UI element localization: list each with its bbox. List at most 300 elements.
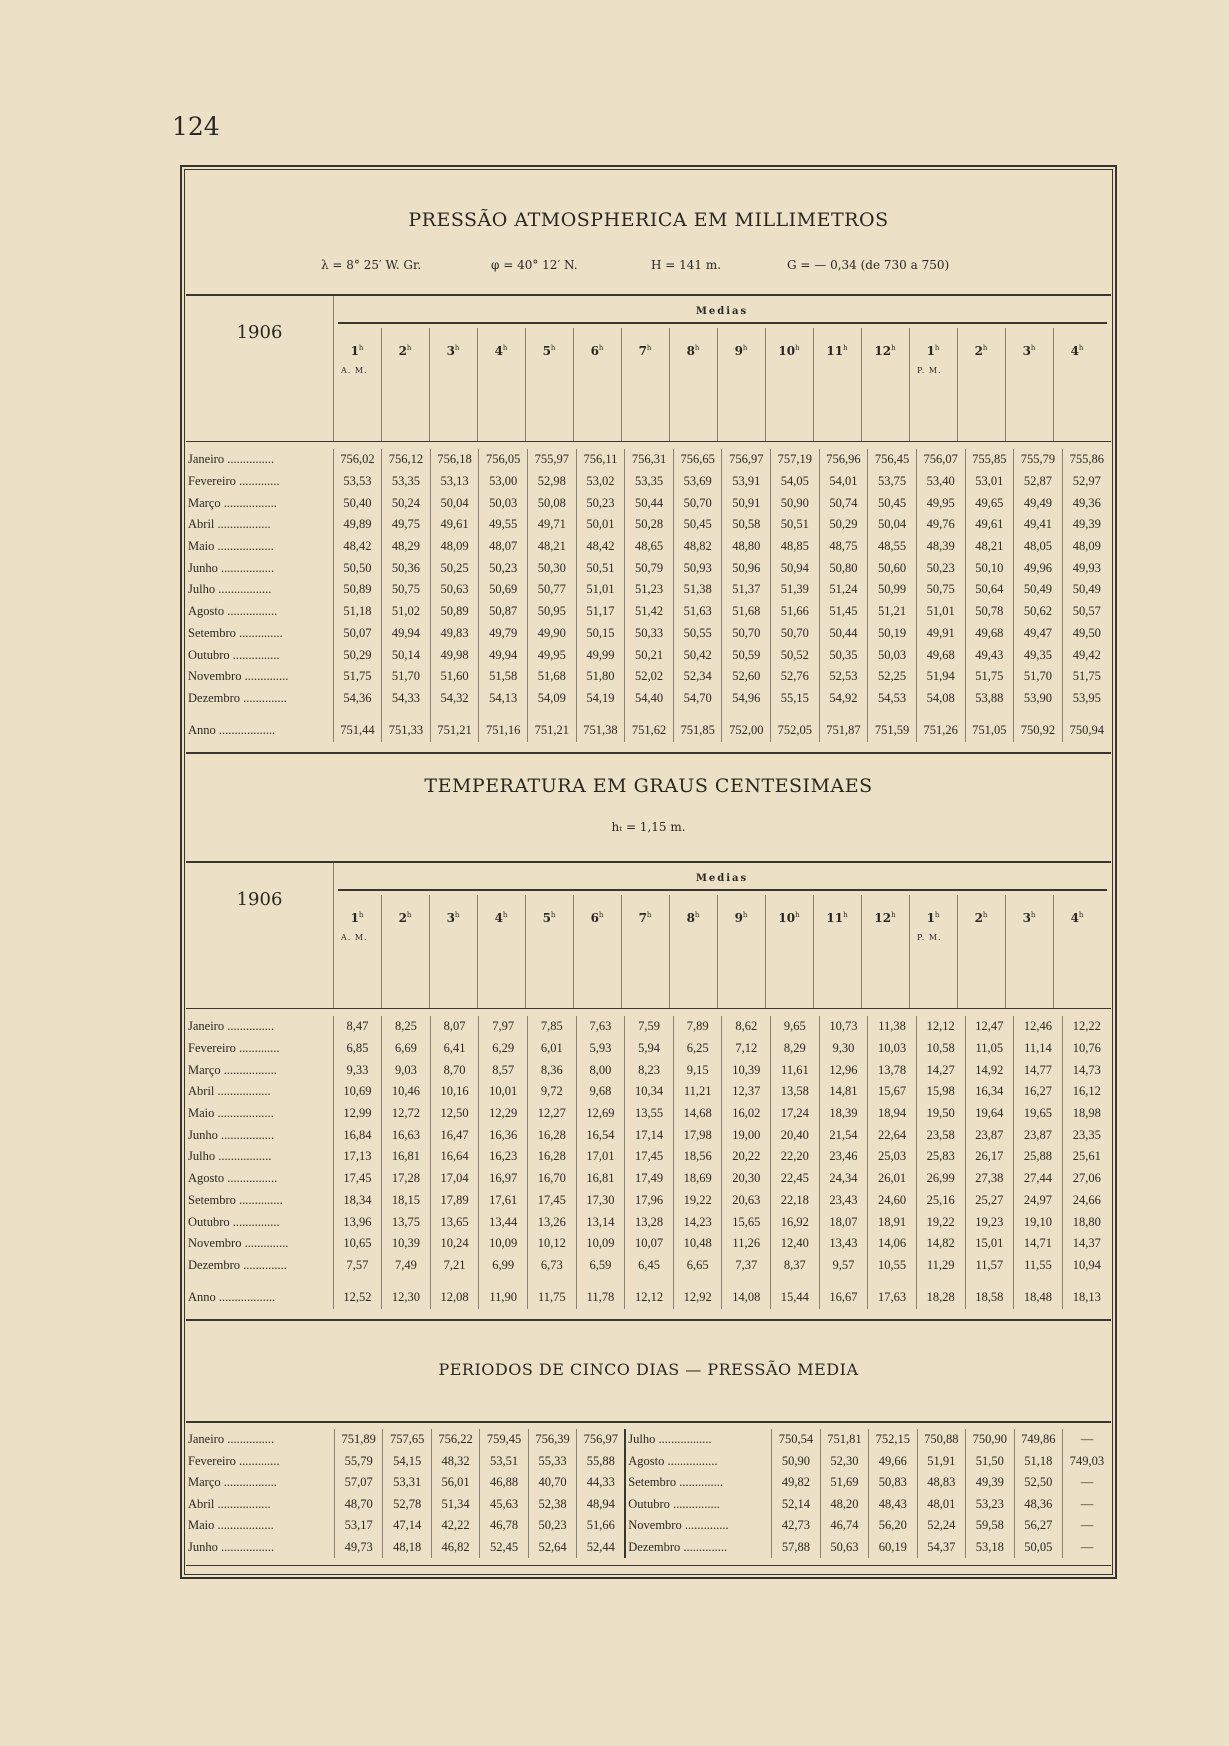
periods-row [186,1429,1111,1451]
temperature-row-label: Junho ................. [188,1127,275,1142]
temperature-cell: 17,45 [528,1190,577,1212]
pressure-cell: 50,89 [430,601,479,623]
temperature-row-label: Outubro ............... [188,1214,280,1229]
pressure-cell: 51,01 [576,579,625,601]
pressure-cell: 54,92 [819,688,868,710]
temperature-cell: 13,75 [382,1211,431,1233]
pressure-cell: 54,09 [528,688,577,710]
pressure-cell: 50,57 [1062,601,1111,623]
pressure-cell: 53,69 [673,471,722,493]
periods-month-label: Abril ................. [188,1496,271,1511]
pressure-cell: 51,01 [916,601,965,623]
periods-cell: 52,50 [1014,1472,1062,1494]
temperature-cell: 12,12 [916,1016,965,1038]
temperature-cell: 22,64 [868,1124,917,1146]
temperature-cell: 8,25 [382,1016,431,1038]
temperature-cell: 12,99 [333,1103,382,1125]
temperature-cell: 5,94 [625,1038,674,1060]
periods-row [186,1451,1111,1473]
pressure-cell: 50,03 [868,644,917,666]
pressure-cell: 51,70 [382,666,431,688]
temperature-cell: 16,81 [576,1168,625,1190]
pressure-cell: 50,03 [479,492,528,514]
temperature-cell: 12,92 [673,1285,722,1309]
table-row [186,1059,1111,1081]
pressure-hour-6: 6$^h$ [590,344,604,358]
temperature-cell: 11,26 [722,1233,771,1255]
page-number: 124 [172,112,220,141]
pressure-cell: 51,70 [1014,666,1063,688]
pressure-cell: 49,93 [1062,557,1111,579]
temperature-cell: 12,47 [965,1016,1014,1038]
pressure-row-label: Abril ................. [188,517,271,532]
pressure-cell: 48,65 [625,536,674,558]
pressure-cell: 48,42 [576,536,625,558]
table-row [186,1124,1111,1146]
table-row [186,492,1111,514]
pressure-cell: 48,21 [965,536,1014,558]
temperature-cell: 7,12 [722,1038,771,1060]
pressure-cell: 51,24 [819,579,868,601]
temperature-cell: 12,46 [1014,1016,1063,1038]
periods-month-label: Agosto ................ [625,1451,771,1473]
temperature-cell: 12,29 [479,1103,528,1125]
pressure-row-label: Março ................. [188,495,277,510]
temperature-cell: 8,29 [771,1038,820,1060]
periods-cell: 50,90 [772,1451,820,1473]
temperature-cell: 13,28 [625,1211,674,1233]
pressure-cell: 751,85 [673,718,722,742]
temperature-cell: 6,29 [479,1038,528,1060]
periods-cell: 50,23 [528,1515,576,1537]
pressure-cell: 751,26 [916,718,965,742]
temperature-cell: 9,57 [819,1255,868,1277]
pressure-cell: 50,93 [673,557,722,579]
pressure-cell: 756,12 [382,449,431,471]
periods-cell: 60,19 [869,1537,917,1559]
temperature-hour-3: 3$^h$ [446,911,460,925]
periods-cell: 51,50 [966,1451,1014,1473]
temperature-cell: 17,01 [576,1146,625,1168]
pressure-hour-9: 9$^h$ [734,344,748,358]
temperature-hour-5: 5$^h$ [542,911,556,925]
periods-cell: 53,51 [480,1451,528,1473]
temperature-header-rule [186,1008,1111,1009]
pressure-cell: 50,24 [382,492,431,514]
pressure-cell: 54,08 [916,688,965,710]
table-row [186,623,1111,645]
pressure-cell: 51,68 [528,666,577,688]
temperature-cell: 10,09 [479,1233,528,1255]
temperature-cell: 9,68 [576,1081,625,1103]
temperature-hour-8: 8$^h$ [686,911,700,925]
pressure-cell: 52,98 [528,471,577,493]
temperature-cell: 20,40 [771,1124,820,1146]
pressure-hour-15: 3$^h$ [1022,344,1036,358]
pressure-cell: 50,74 [819,492,868,514]
temperature-cell: 25,16 [916,1190,965,1212]
periods-cell: 57,07 [334,1472,382,1494]
periods-cell: 48,20 [820,1494,868,1516]
temperature-cell: 9,72 [528,1081,577,1103]
temperature-cell: 22,20 [771,1146,820,1168]
temperature-cell: 12,50 [430,1103,479,1125]
periods-bottom-rule [186,1565,1111,1566]
temperature-cell: 16,34 [965,1081,1014,1103]
temperature-hour-9: 9$^h$ [734,911,748,925]
temperature-cell: 12,12 [625,1285,674,1309]
temperature-row-label: Março ................. [188,1062,277,1077]
pressure-header-rule [186,441,1111,442]
spacer-cell [771,709,820,718]
temperature-cell: 7,57 [333,1255,382,1277]
pressure-cell: 49,95 [528,644,577,666]
periods-cell: 52,38 [528,1494,576,1516]
pressure-cell: 52,76 [771,666,820,688]
pressure-cell: 49,35 [1014,644,1063,666]
temperature-cell: 25,61 [1062,1146,1111,1168]
temperature-row-label: Setembro .............. [188,1192,283,1207]
table-row [186,536,1111,558]
pressure-cell: 48,05 [1014,536,1063,558]
pressure-cell: 751,59 [868,718,917,742]
temperature-cell: 16,47 [430,1124,479,1146]
temperature-cell: 10,39 [382,1233,431,1255]
pressure-cell: 50,36 [382,557,431,579]
temperature-cell: 18,56 [673,1146,722,1168]
temperature-cell: 16,92 [771,1211,820,1233]
periods-cell: 51,91 [917,1451,965,1473]
temperature-cell: 18,13 [1062,1285,1111,1309]
pressure-cell: 49,94 [479,644,528,666]
pressure-cell: 49,79 [479,623,528,645]
temperature-cell: 17,89 [430,1190,479,1212]
pressure-cell: 755,97 [528,449,577,471]
table-row [186,557,1111,579]
temperature-cell: 17,49 [625,1168,674,1190]
periods-cell: 52,64 [528,1537,576,1559]
temperature-subtitle: hₜ = 1,15 m. [611,820,686,834]
spacer-cell [625,709,674,718]
pressure-cell: 49,90 [528,623,577,645]
temperature-cell: 12,52 [333,1285,382,1309]
temperature-cell: 6,25 [673,1038,722,1060]
pressure-cell: 50,10 [965,557,1014,579]
table-row [186,688,1111,710]
pressure-cell: 50,23 [576,492,625,514]
pressure-cell: 751,87 [819,718,868,742]
temperature-cell: 19,10 [1014,1211,1063,1233]
spacer-cell [186,709,333,718]
pressure-cell: 54,19 [576,688,625,710]
temperature-cell: 25,83 [916,1146,965,1168]
pressure-cell: 50,23 [479,557,528,579]
pressure-cell: 50,59 [722,644,771,666]
pressure-cell: 54,40 [625,688,674,710]
pressure-spacer-row [186,709,1111,718]
temperature-row-label: Novembro .............. [188,1236,289,1251]
pressure-am-label: A. M. [341,366,368,375]
spacer-cell [576,709,625,718]
temperature-medias-brace [338,889,1107,891]
periods-cell: 53,17 [334,1515,382,1537]
pressure-cell: 49,75 [382,514,431,536]
periods-cell: 48,94 [577,1494,625,1516]
temperature-cell: 20,22 [722,1146,771,1168]
temperature-cell: 19,23 [965,1211,1014,1233]
pressure-cell: 755,79 [1014,449,1063,471]
pressure-cell: 49,42 [1062,644,1111,666]
pressure-cell: 50,04 [430,492,479,514]
temperature-cell: 9,65 [771,1016,820,1038]
temperature-cell: 25,88 [1014,1146,1063,1168]
temperature-cell: 6,99 [479,1255,528,1277]
temperature-cell: 16,64 [430,1146,479,1168]
temperature-cell: 23,58 [916,1124,965,1146]
pressure-cell: 50,90 [771,492,820,514]
table-row [186,579,1111,601]
pressure-cell: 54,36 [333,688,382,710]
temperature-cell: 9,30 [819,1038,868,1060]
pressure-cell: 50,01 [576,514,625,536]
pressure-cell: 49,41 [1014,514,1063,536]
pressure-cell: 48,82 [673,536,722,558]
temperature-cell: 16,02 [722,1103,771,1125]
periods-cell: 749,03 [1062,1451,1111,1473]
periods-cell: 56,01 [431,1472,479,1494]
pressure-cell: 50,35 [819,644,868,666]
pressure-cell: 55,15 [771,688,820,710]
temperature-cell: 8,36 [528,1059,577,1081]
temperature-cell: 18,34 [333,1190,382,1212]
pressure-cell: 53,35 [625,471,674,493]
table-row [186,666,1111,688]
temperature-cell: 12,22 [1062,1016,1111,1038]
periods-month-label: Março ................. [188,1475,277,1490]
periods-cell: 51,18 [1014,1451,1062,1473]
param-latitude: φ = 40° 12′ N. [491,258,578,272]
table-row [186,1016,1111,1038]
spacer-cell [382,709,431,718]
pressure-cell: 752,00 [722,718,771,742]
pressure-hour-3: 3$^h$ [446,344,460,358]
temperature-cell: 24,34 [819,1168,868,1190]
pressure-row-label: Outubro ............... [188,647,280,662]
pressure-cell: 51,17 [576,601,625,623]
temperature-cell: 15,65 [722,1211,771,1233]
pressure-cell: 756,18 [430,449,479,471]
param-altitude: H = 141 m. [651,258,722,272]
periods-cell: 46,88 [480,1472,528,1494]
periods-cell: 55,88 [577,1451,625,1473]
pressure-cell: 50,21 [625,644,674,666]
pressure-cell: 48,80 [722,536,771,558]
pressure-cell: 50,44 [819,623,868,645]
spacer-cell [479,1276,528,1285]
pressure-cell: 750,92 [1014,718,1063,742]
temperature-cell: 18,39 [819,1103,868,1125]
pressure-cell: 751,62 [625,718,674,742]
pressure-cell: 51,23 [625,579,674,601]
pressure-cell: 756,05 [479,449,528,471]
temperature-cell: 18,94 [868,1103,917,1125]
pressure-cell: 756,11 [576,449,625,471]
pressure-cell: 50,45 [868,492,917,514]
pressure-cell: 755,86 [1062,449,1111,471]
temperature-cell: 14,82 [916,1233,965,1255]
temperature-cell: 19,00 [722,1124,771,1146]
pressure-cell: 48,75 [819,536,868,558]
pressure-cell: 48,85 [771,536,820,558]
periods-cell: 756,22 [431,1429,479,1451]
periods-month-label: Fevereiro ............. [188,1453,280,1468]
temperature-cell: 19,22 [916,1211,965,1233]
temperature-cell: 17,13 [333,1146,382,1168]
pressure-cell: 48,29 [382,536,431,558]
periods-month-label: Novembro .............. [625,1515,771,1537]
periods-cell: 50,05 [1014,1537,1062,1559]
pressure-cell: 54,13 [479,688,528,710]
temperature-cell: 10,39 [722,1059,771,1081]
pressure-cell: 756,07 [916,449,965,471]
temperature-cell: 8,23 [625,1059,674,1081]
spacer-cell [430,709,479,718]
temperature-cell: 10,55 [868,1255,917,1277]
pressure-header-divider [333,296,334,441]
temperature-cell: 9,15 [673,1059,722,1081]
temperature-cell: 11,78 [576,1285,625,1309]
table-row [186,1081,1111,1103]
temperature-row-label: Dezembro .............. [188,1257,287,1272]
periods-cell: 49,73 [334,1537,382,1559]
temperature-cell: 7,37 [722,1255,771,1277]
periods-cell: 46,82 [431,1537,479,1559]
pressure-cell: 752,05 [771,718,820,742]
pressure-cell: 51,45 [819,601,868,623]
pressure-cell: 51,39 [771,579,820,601]
temperature-cell: 22,18 [771,1190,820,1212]
pressure-cell: 50,77 [528,579,577,601]
temperature-cell: 6,69 [382,1038,431,1060]
periods-cell: 42,22 [431,1515,479,1537]
periods-title: PERIODOS DE CINCO DIAS — PRESSÃO MEDIA [438,1360,859,1379]
temperature-cell: 13,26 [528,1211,577,1233]
pressure-cell: 53,91 [722,471,771,493]
temperature-cell: 19,22 [673,1190,722,1212]
pressure-cell: 51,37 [722,579,771,601]
pressure-cell: 49,95 [916,492,965,514]
pressure-cell: 50,70 [722,623,771,645]
temperature-cell: 6,85 [333,1038,382,1060]
table-row [186,449,1111,471]
temperature-cell: 18,69 [673,1168,722,1190]
periods-cell: 50,63 [820,1537,868,1559]
temperature-cell: 13,44 [479,1211,528,1233]
temperature-cell: 16,81 [382,1146,431,1168]
temperature-hour-14: 2$^h$ [974,911,988,925]
periods-month-label: Junho ................. [188,1539,275,1554]
temperature-cell: 11,14 [1014,1038,1063,1060]
pressure-hour-4: 4$^h$ [494,344,508,358]
temperature-cell: 22,45 [771,1168,820,1190]
pressure-cell: 49,71 [528,514,577,536]
pressure-hour-12: 12$^h$ [874,344,896,358]
pressure-cell: 53,95 [1062,688,1111,710]
pressure-cell: 49,50 [1062,623,1111,645]
periods-cell: 46,78 [480,1515,528,1537]
spacer-cell [1014,1276,1063,1285]
periods-top-rule [186,1421,1111,1423]
temperature-cell: 14,37 [1062,1233,1111,1255]
pressure-cell: 49,89 [333,514,382,536]
pressure-cell: 49,43 [965,644,1014,666]
temperature-cell: 10,48 [673,1233,722,1255]
pressure-cell: 751,05 [965,718,1014,742]
periods-cell: 59,58 [966,1515,1014,1537]
spacer-cell [916,1276,965,1285]
periods-cell: 53,23 [966,1494,1014,1516]
pressure-row-label: Janeiro ............... [188,452,275,467]
pressure-annual-row [186,718,1111,742]
pressure-row-label: Dezembro .............. [188,690,287,705]
spacer-cell [576,1276,625,1285]
temperature-header [186,863,1111,973]
temperature-cell: 8,70 [430,1059,479,1081]
pressure-cell: 51,68 [722,601,771,623]
temperature-row-label: Maio .................. [188,1106,274,1121]
pressure-cell: 48,39 [916,536,965,558]
temperature-cell: 18,91 [868,1211,917,1233]
pressure-cell: 51,75 [333,666,382,688]
spacer-cell [382,1276,431,1285]
pressure-cell: 50,63 [430,579,479,601]
temperature-cell: 10,07 [625,1233,674,1255]
periods-month-label: Julho ................. [625,1429,771,1451]
periods-cell: 752,15 [869,1429,917,1451]
pressure-cell: 50,51 [576,557,625,579]
pressure-cell: 50,15 [576,623,625,645]
pressure-cell: 50,69 [479,579,528,601]
temperature-cell: 10,94 [1062,1255,1111,1277]
periods-cell: 49,66 [869,1451,917,1473]
spacer-cell [722,1276,771,1285]
pressure-cell: 50,19 [868,623,917,645]
table-row [186,1146,1111,1168]
pressure-cell: 53,75 [868,471,917,493]
temperature-cell: 16,28 [528,1146,577,1168]
pressure-cell: 48,42 [333,536,382,558]
temperature-cell: 16,67 [819,1285,868,1309]
temperature-cell: 12,08 [430,1285,479,1309]
temperature-cell: 7,21 [430,1255,479,1277]
spacer-cell [1062,709,1111,718]
pressure-cell: 50,78 [965,601,1014,623]
temperature-row-label: Abril ................. [188,1084,271,1099]
pressure-cell: 49,83 [430,623,479,645]
periods-cell: — [1062,1515,1111,1537]
pressure-cell: 49,76 [916,514,965,536]
pressure-cell: 756,31 [625,449,674,471]
temperature-row-label: Janeiro ............... [188,1019,275,1034]
pressure-cell: 50,50 [333,557,382,579]
spacer-cell [1062,1276,1111,1285]
tables-frame [180,165,1117,1579]
temperature-cell: 18,15 [382,1190,431,1212]
pressure-cell: 51,75 [1062,666,1111,688]
pressure-cell: 48,55 [868,536,917,558]
temperature-cell: 13,78 [868,1059,917,1081]
pressure-cell: 50,52 [771,644,820,666]
